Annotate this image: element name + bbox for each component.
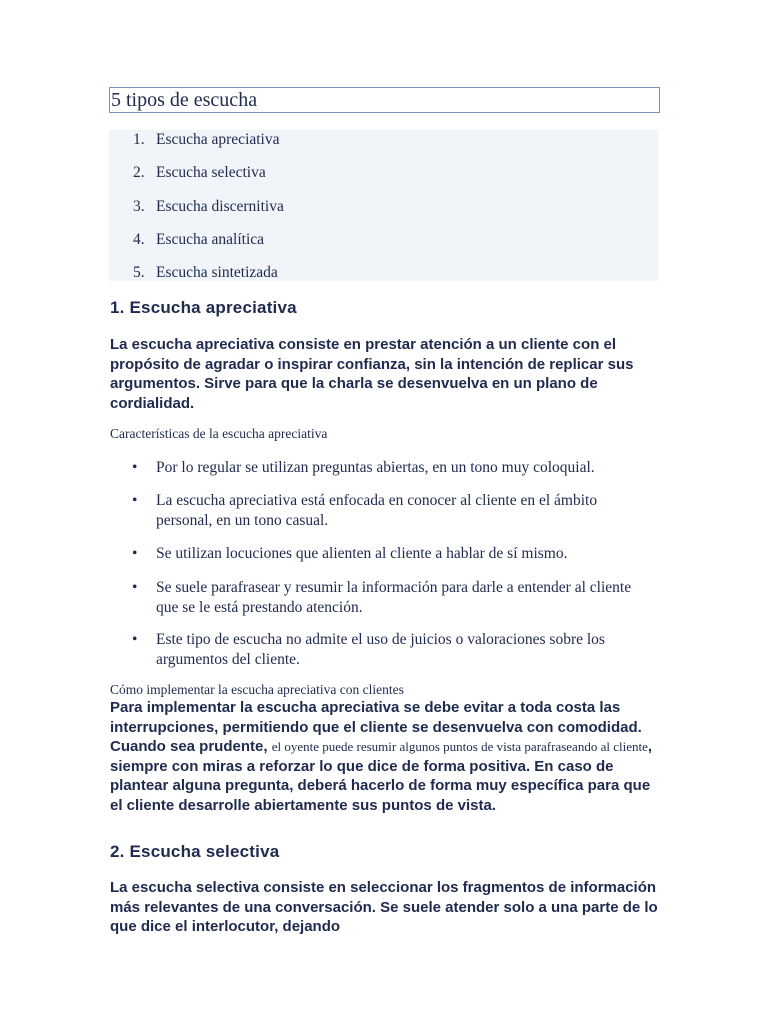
bullet-icon: • (132, 459, 138, 476)
toc-item-number: 4. (133, 231, 145, 248)
section-intro: La escucha selectiva consiste en seleccionar los fragmentos de información más relevantes de una conversación. Se suele atender solo a una parte de lo que dice el interlocutor, dejando (110, 879, 658, 935)
list-item-text: Por lo regular se utilizan preguntas abiertas, en un tono muy coloquial. (156, 459, 595, 476)
toc-item-number: 5. (133, 264, 145, 281)
toc-item-label: Escucha selectiva (156, 164, 266, 181)
list-item-text: Se suele parafrasear y resumir la información para darle a entender al cliente que se le está prestando atención. (156, 579, 632, 616)
toc-item-number: 1. (133, 131, 145, 148)
toc-item-number: 3. (133, 198, 145, 215)
bullet-icon: • (132, 545, 138, 562)
characteristics-title: Características de la escucha apreciativa (110, 426, 328, 441)
list-item-text: Este tipo de escucha no admite el uso de juicios o valoraciones sobre los argumentos del cliente. (156, 631, 605, 668)
document-title: 5 tipos de escucha (109, 87, 660, 113)
toc-item-label: Escucha sintetizada (156, 264, 278, 281)
implement-paragraph (110, 698, 660, 815)
list-item-text: La escucha apreciativa está enfocada en conocer al cliente en el ámbito personal, en un tono casual. (156, 492, 598, 529)
section-heading: 2. Escucha selectiva (110, 842, 280, 861)
bullet-icon: • (132, 579, 138, 596)
bullet-icon: • (132, 631, 138, 648)
section-intro: La escucha apreciativa consiste en prestar atención a un cliente con el propósito de agradar o inspirar confianza, sin la intención de replicar sus argumentos. Sirve para que la charla se desenvuelva en un plano de cordialidad. (110, 336, 634, 412)
toc-item-number: 2. (133, 164, 145, 181)
implement-title: Cómo implementar la escucha apreciativa con clientes (110, 682, 404, 697)
implement-text-part2: el oyente puede resumir algunos puntos de vista parafraseando al cliente (271, 739, 648, 754)
toc-item-label: Escucha apreciativa (156, 131, 280, 148)
implement-text-part3: , siempre con miras a reforzar lo que dice de forma positiva. En caso de plantear alguna pregunta, deberá hacerlo de forma muy específica para que el cliente desarrolle abiertamente sus puntos de vista. (110, 738, 653, 814)
toc-item-label: Escucha discernitiva (156, 198, 284, 215)
bullet-icon: • (132, 492, 138, 509)
list-item-text: Se utilizan locuciones que alienten al cliente a hablar de sí mismo. (156, 545, 568, 562)
toc-item-label: Escucha analítica (156, 231, 265, 248)
implement-text-part1: Para implementar la escucha apreciativa se debe evitar a toda costa las interrupciones, permitiendo que el cliente se desenvuelva con comodidad. Cuando sea prudente, (110, 699, 642, 755)
table-of-contents (109, 130, 658, 281)
section-heading: 1. Escucha apreciativa (110, 298, 297, 317)
